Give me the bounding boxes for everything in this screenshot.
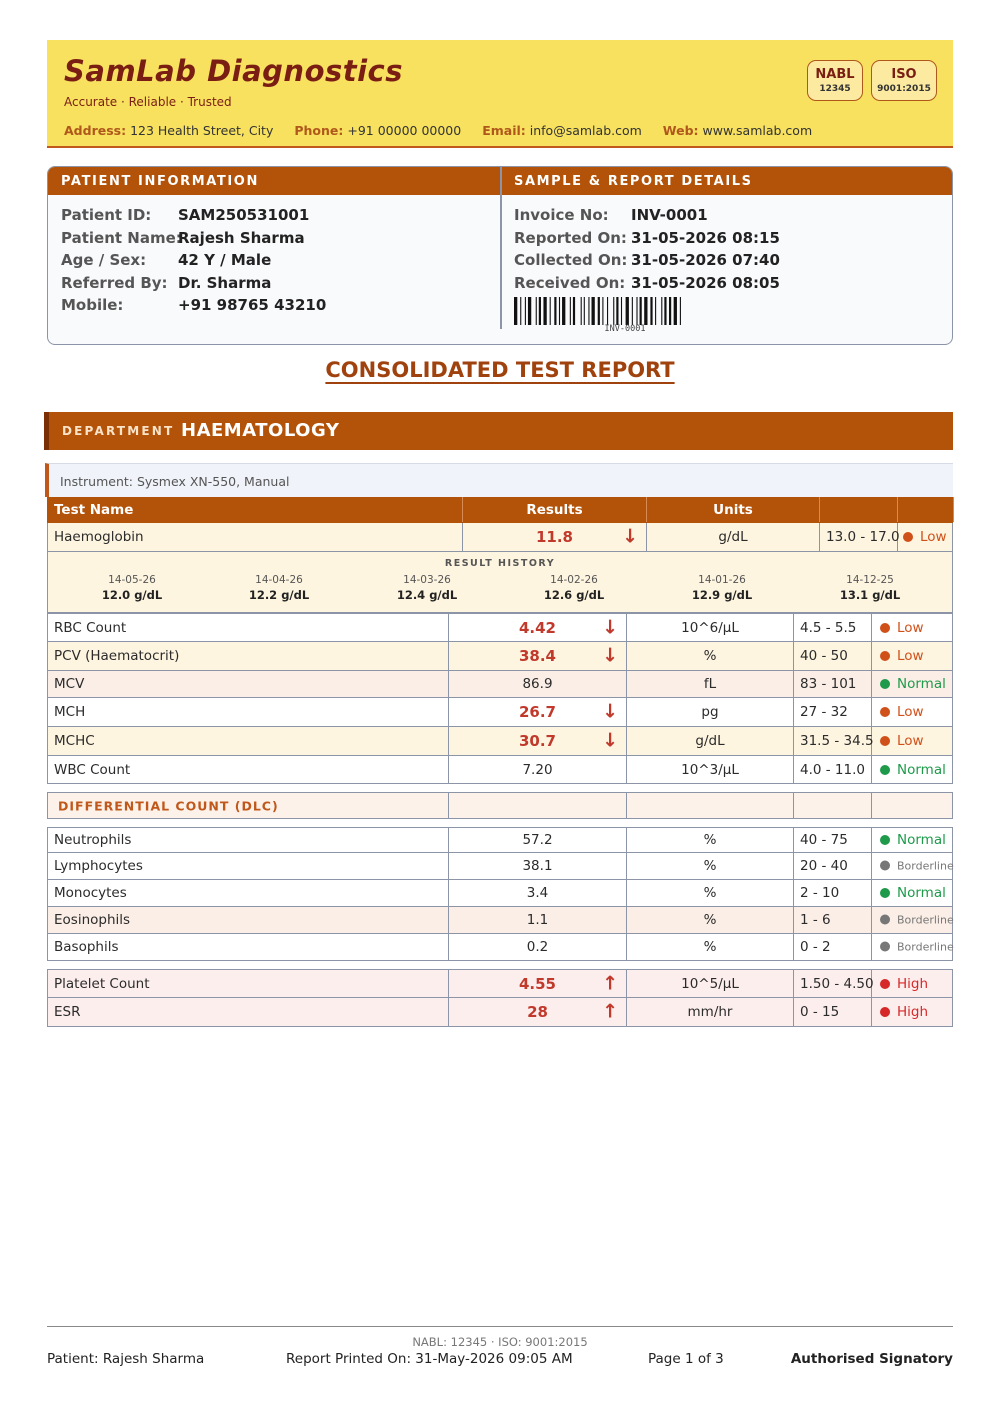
history-entry: 14-04-26 12.2 g/dL	[248, 574, 310, 602]
barcode-bar	[626, 297, 629, 325]
barcode-bar	[680, 297, 681, 325]
instrument-note: Instrument: Sysmex XN-550, Manual	[45, 463, 953, 497]
test-unit: %	[703, 832, 717, 848]
test-result: 30.7	[518, 732, 556, 750]
barcode-bar	[570, 297, 571, 325]
test-result: 4.42	[518, 618, 556, 637]
test-result: 7.20	[522, 761, 553, 778]
barcode-bar	[655, 297, 656, 325]
status-dot-icon	[880, 979, 890, 989]
status-badge: Low	[880, 733, 924, 749]
test-unit: fL	[703, 676, 717, 692]
barcode-bar	[621, 297, 622, 325]
result-history	[47, 552, 953, 613]
test-result: 3.4	[526, 885, 549, 901]
test-name: Neutrophils	[54, 832, 132, 848]
history-entry: 14-01-26 12.9 g/dL	[691, 574, 753, 602]
barcode-bar	[592, 297, 595, 325]
report-title: CONSOLIDATED TEST REPORT	[325, 358, 675, 382]
status-badge: Low	[880, 704, 924, 720]
footer-page-number: Page 1 of 3	[648, 1351, 724, 1367]
header-results: Results	[526, 501, 583, 518]
status-badge: Normal	[880, 762, 946, 778]
barcode-bar	[674, 297, 677, 325]
test-result: 38.4	[518, 647, 556, 665]
high-arrow-icon: ↑	[602, 1000, 618, 1023]
reference-range: 31.5 - 34.5	[800, 733, 874, 749]
invoice-barcode	[514, 297, 736, 325]
footer-patient: Patient: Rajesh Sharma	[47, 1351, 205, 1367]
barcode-bar	[562, 297, 565, 325]
barcode-bar	[536, 297, 537, 325]
status-badge: Low	[880, 620, 924, 636]
history-entry: 14-12-25 13.1 g/dL	[839, 574, 901, 602]
test-name: Monocytes	[54, 885, 127, 901]
test-unit: pg	[701, 704, 719, 720]
contact-web: Web: www.samlab.com	[662, 123, 813, 138]
test-name: Lymphocytes	[54, 858, 143, 874]
status-dot-icon	[880, 679, 890, 689]
test-name: Haemoglobin	[54, 529, 144, 545]
test-name: WBC Count	[54, 761, 131, 778]
barcode-bar	[520, 297, 521, 325]
barcode-bar	[514, 297, 517, 325]
reference-range: 0 - 15	[800, 1004, 840, 1020]
test-unit: 10^3/µL	[681, 761, 739, 778]
reference-range: 1.50 - 4.50	[800, 975, 874, 992]
lab-header	[47, 40, 953, 148]
status-dot-icon	[880, 861, 890, 871]
reference-range: 13.0 - 17.0	[826, 529, 900, 545]
test-name: Basophils	[54, 939, 119, 955]
test-unit: %	[703, 939, 717, 955]
test-result: 38.1	[522, 858, 553, 874]
footer-divider	[47, 1326, 953, 1327]
barcode-bar	[559, 297, 560, 325]
low-arrow-icon: ↓	[602, 729, 618, 752]
table-row	[47, 880, 953, 907]
table-row	[47, 523, 953, 552]
low-arrow-icon: ↓	[602, 616, 618, 639]
status-badge: Borderline	[880, 860, 954, 873]
barcode-bar	[528, 297, 531, 325]
test-name: MCHC	[54, 733, 95, 749]
barcode-bar	[539, 297, 541, 325]
test-name: Platelet Count	[54, 975, 150, 992]
status-dot-icon	[880, 651, 890, 661]
test-unit: %	[703, 648, 717, 664]
nabl-badge: NABL 12345	[807, 60, 863, 101]
history-entry: 14-03-26 12.4 g/dL	[396, 574, 458, 602]
reference-range: 0 - 2	[800, 939, 831, 955]
contact-line	[64, 123, 829, 138]
reference-range: 83 - 101	[800, 676, 857, 692]
status-dot-icon	[880, 888, 890, 898]
barcode-bar	[543, 297, 546, 325]
dlc-heading: DIFFERENTIAL COUNT (DLC)	[58, 798, 279, 813]
status-dot-icon	[880, 765, 890, 775]
table-row	[47, 969, 953, 998]
table-row	[47, 756, 953, 784]
test-name: MCH	[54, 704, 86, 720]
barcode-bar	[644, 297, 647, 325]
test-result: 26.7	[518, 703, 556, 721]
reference-range: 40 - 75	[800, 832, 848, 848]
barcode-bar	[573, 297, 575, 325]
barcode-bar	[650, 297, 652, 325]
low-arrow-icon: ↓	[622, 525, 638, 548]
test-unit: %	[703, 912, 717, 928]
barcode-bar	[584, 297, 585, 325]
authorised-signatory: Authorised Signatory	[790, 1351, 953, 1367]
test-unit: g/dL	[718, 529, 748, 545]
high-arrow-icon: ↑	[602, 972, 618, 995]
table-row	[47, 827, 953, 853]
test-unit: mm/hr	[687, 1004, 733, 1020]
table-row	[47, 613, 953, 642]
test-result: 28	[527, 1003, 548, 1021]
patient-info-heading: PATIENT INFORMATION	[61, 174, 259, 189]
status-badge: Low	[903, 529, 947, 545]
test-unit: %	[703, 858, 717, 874]
low-arrow-icon: ↓	[602, 700, 618, 723]
barcode-bar	[636, 297, 637, 325]
reference-range: 4.5 - 5.5	[800, 619, 857, 636]
status-dot-icon	[880, 1007, 890, 1017]
result-history-title: RESULT HISTORY	[444, 558, 556, 569]
test-result: 11.8	[535, 528, 573, 546]
barcode-bar	[607, 297, 608, 325]
contact-phone: Phone: +91 00000 00000	[294, 123, 462, 138]
barcode-bar	[550, 297, 551, 325]
barcode-bar	[632, 297, 633, 325]
sample-details-heading: SAMPLE & REPORT DETAILS	[514, 174, 753, 189]
status-badge: Normal	[880, 885, 946, 901]
status-badge: Borderline	[880, 914, 954, 927]
status-badge: Normal	[880, 832, 946, 848]
test-unit: %	[703, 885, 717, 901]
history-entry: 14-02-26 12.6 g/dL	[543, 574, 605, 602]
status-dot-icon	[880, 623, 890, 633]
reference-range: 40 - 50	[800, 648, 848, 664]
barcode-bar	[669, 297, 671, 325]
test-name: MCV	[54, 676, 85, 692]
table-row	[47, 671, 953, 698]
test-result: 86.9	[522, 676, 553, 692]
lab-tagline: Accurate · Reliable · Trusted	[64, 95, 232, 109]
table-row	[47, 934, 953, 961]
status-dot-icon	[880, 915, 890, 925]
test-name: PCV (Haematocrit)	[54, 648, 180, 664]
dlc-section-row	[47, 792, 953, 819]
reference-range: 27 - 32	[800, 704, 848, 720]
test-result: 1.1	[526, 912, 549, 928]
status-badge: Borderline	[880, 941, 954, 954]
table-row	[47, 727, 953, 756]
header-test-name: Test Name	[54, 501, 134, 518]
table-row	[47, 642, 953, 671]
status-dot-icon	[880, 835, 890, 845]
status-dot-icon	[903, 532, 913, 542]
status-badge: Low	[880, 648, 924, 664]
test-unit: 10^5/µL	[681, 975, 739, 992]
panel-divider	[500, 167, 502, 329]
status-dot-icon	[880, 942, 890, 952]
barcode-bar	[602, 297, 603, 325]
low-arrow-icon: ↓	[602, 644, 618, 667]
status-dot-icon	[880, 707, 890, 717]
barcode-bar	[664, 297, 666, 325]
iso-badge: ISO 9001:2015	[871, 60, 937, 101]
patient-sample-panel: PATIENT INFORMATION SAMPLE & REPORT DETAILS Patient ID: SAM250531001 Patient Name: Rajesh Sharma Age / Sex: 42 Y / Male Referred By: Dr. Sharma Mobile: +91 98765 43210 Invoice No: INV-0001 Reported On: 31-05-2026 08:15 Collected On: 31-05-2026 07:40 Received On: 31-05-2026 08:05 INV-0001	[47, 166, 953, 345]
table-row	[47, 853, 953, 880]
test-name: Eosinophils	[54, 912, 131, 928]
contact-email: Email: info@samlab.com	[482, 123, 642, 138]
reference-range: 20 - 40	[800, 858, 848, 874]
barcode-bar	[616, 297, 618, 325]
test-unit: 10^6/µL	[681, 619, 739, 636]
department-bar	[44, 412, 953, 450]
barcode-bar	[581, 297, 582, 325]
barcode-bar	[598, 297, 600, 325]
test-unit: g/dL	[695, 733, 725, 749]
table-header	[47, 497, 953, 523]
footer-accreditation: NABL: 12345 · ISO: 9001:2015	[412, 1335, 588, 1349]
status-badge: Normal	[880, 676, 946, 692]
reference-range: 2 - 10	[800, 885, 840, 901]
department-name: HAEMATOLOGY	[181, 420, 340, 441]
table-row	[47, 907, 953, 934]
barcode-bar	[640, 297, 642, 325]
department-label: DEPARTMENT	[62, 424, 175, 438]
history-entry: 14-05-26 12.0 g/dL	[101, 574, 163, 602]
barcode-text: INV-0001	[604, 324, 646, 334]
barcode-bar	[613, 297, 614, 325]
test-name: RBC Count	[54, 619, 127, 636]
reference-range: 1 - 6	[800, 912, 831, 928]
test-result: 4.55	[518, 974, 556, 993]
test-name: ESR	[54, 1004, 81, 1020]
test-result: 57.2	[522, 832, 553, 848]
barcode-bar	[525, 297, 526, 325]
test-result: 0.2	[526, 939, 549, 955]
status-badge: High	[880, 976, 928, 992]
status-dot-icon	[880, 736, 890, 746]
table-row	[47, 698, 953, 727]
table-row	[47, 998, 953, 1027]
contact-address: Address: 123 Health Street, City	[64, 123, 274, 138]
barcode-bar	[554, 297, 556, 325]
lab-name: SamLab Diagnostics	[64, 54, 404, 88]
footer-printed-on: Report Printed On: 31-May-2026 09:05 AM	[286, 1351, 573, 1367]
status-badge: High	[880, 1004, 928, 1020]
barcode-bar	[661, 297, 662, 325]
barcode-bar	[588, 297, 589, 325]
header-units: Units	[713, 501, 753, 518]
reference-range: 4.0 - 11.0	[800, 761, 865, 778]
